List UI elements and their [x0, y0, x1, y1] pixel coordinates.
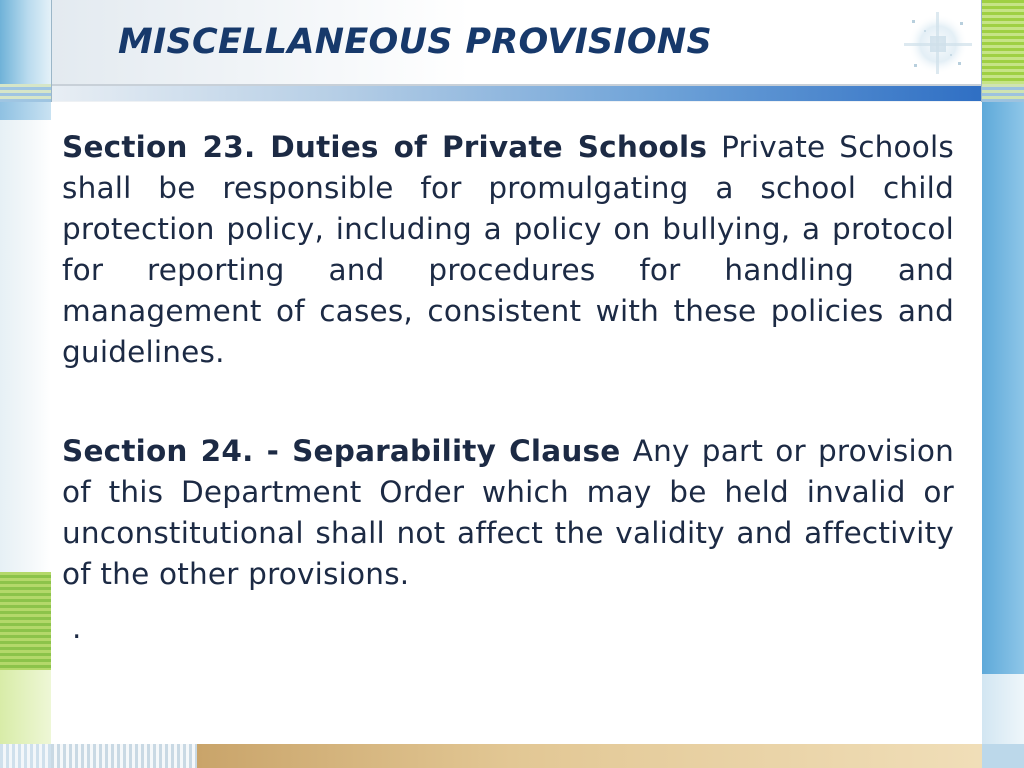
- section-24-body: Any part or provision of this Department Order which may be held invalid or unconstitutional shall not affect the validity and affectivity of the other provisions.: [62, 434, 955, 591]
- section-23-paragraph: [62, 127, 954, 373]
- left-deco-green: [0, 572, 51, 670]
- right-deco-top: [982, 0, 1024, 84]
- slide-title: MISCELLANEOUS PROVISIONS: [118, 22, 713, 62]
- right-deco-band: [982, 84, 1024, 102]
- sparkle-icon: [892, 6, 980, 78]
- section-24-heading: Section 24. - Separability Clause: [62, 434, 621, 468]
- trailing-mark: .: [72, 611, 82, 645]
- bottom-deco-left: [51, 744, 197, 768]
- bottom-deco-bar: [197, 744, 982, 768]
- left-deco-bottom: [0, 744, 51, 768]
- section-24-paragraph: [62, 431, 954, 595]
- left-deco-lightgreen: [0, 670, 51, 744]
- section-23-heading: Section 23. Duties of Private Schools: [62, 130, 708, 164]
- right-deco-blue: [982, 102, 1024, 674]
- right-deco-bottom: [982, 744, 1024, 768]
- left-deco-band: [0, 84, 51, 102]
- section-23-body: Private Schools shall be responsible for promulgating a school child protection policy, including a policy on bullying, a protocol for reporting and procedures for handling and management of cases, consistent with these policies and guidelines.: [62, 130, 954, 369]
- left-deco-top: [0, 0, 51, 84]
- title-underline-bar: [51, 86, 982, 101]
- left-deco-blue: [0, 102, 51, 120]
- left-deco-pale: [0, 120, 51, 572]
- right-deco-pale: [982, 674, 1024, 744]
